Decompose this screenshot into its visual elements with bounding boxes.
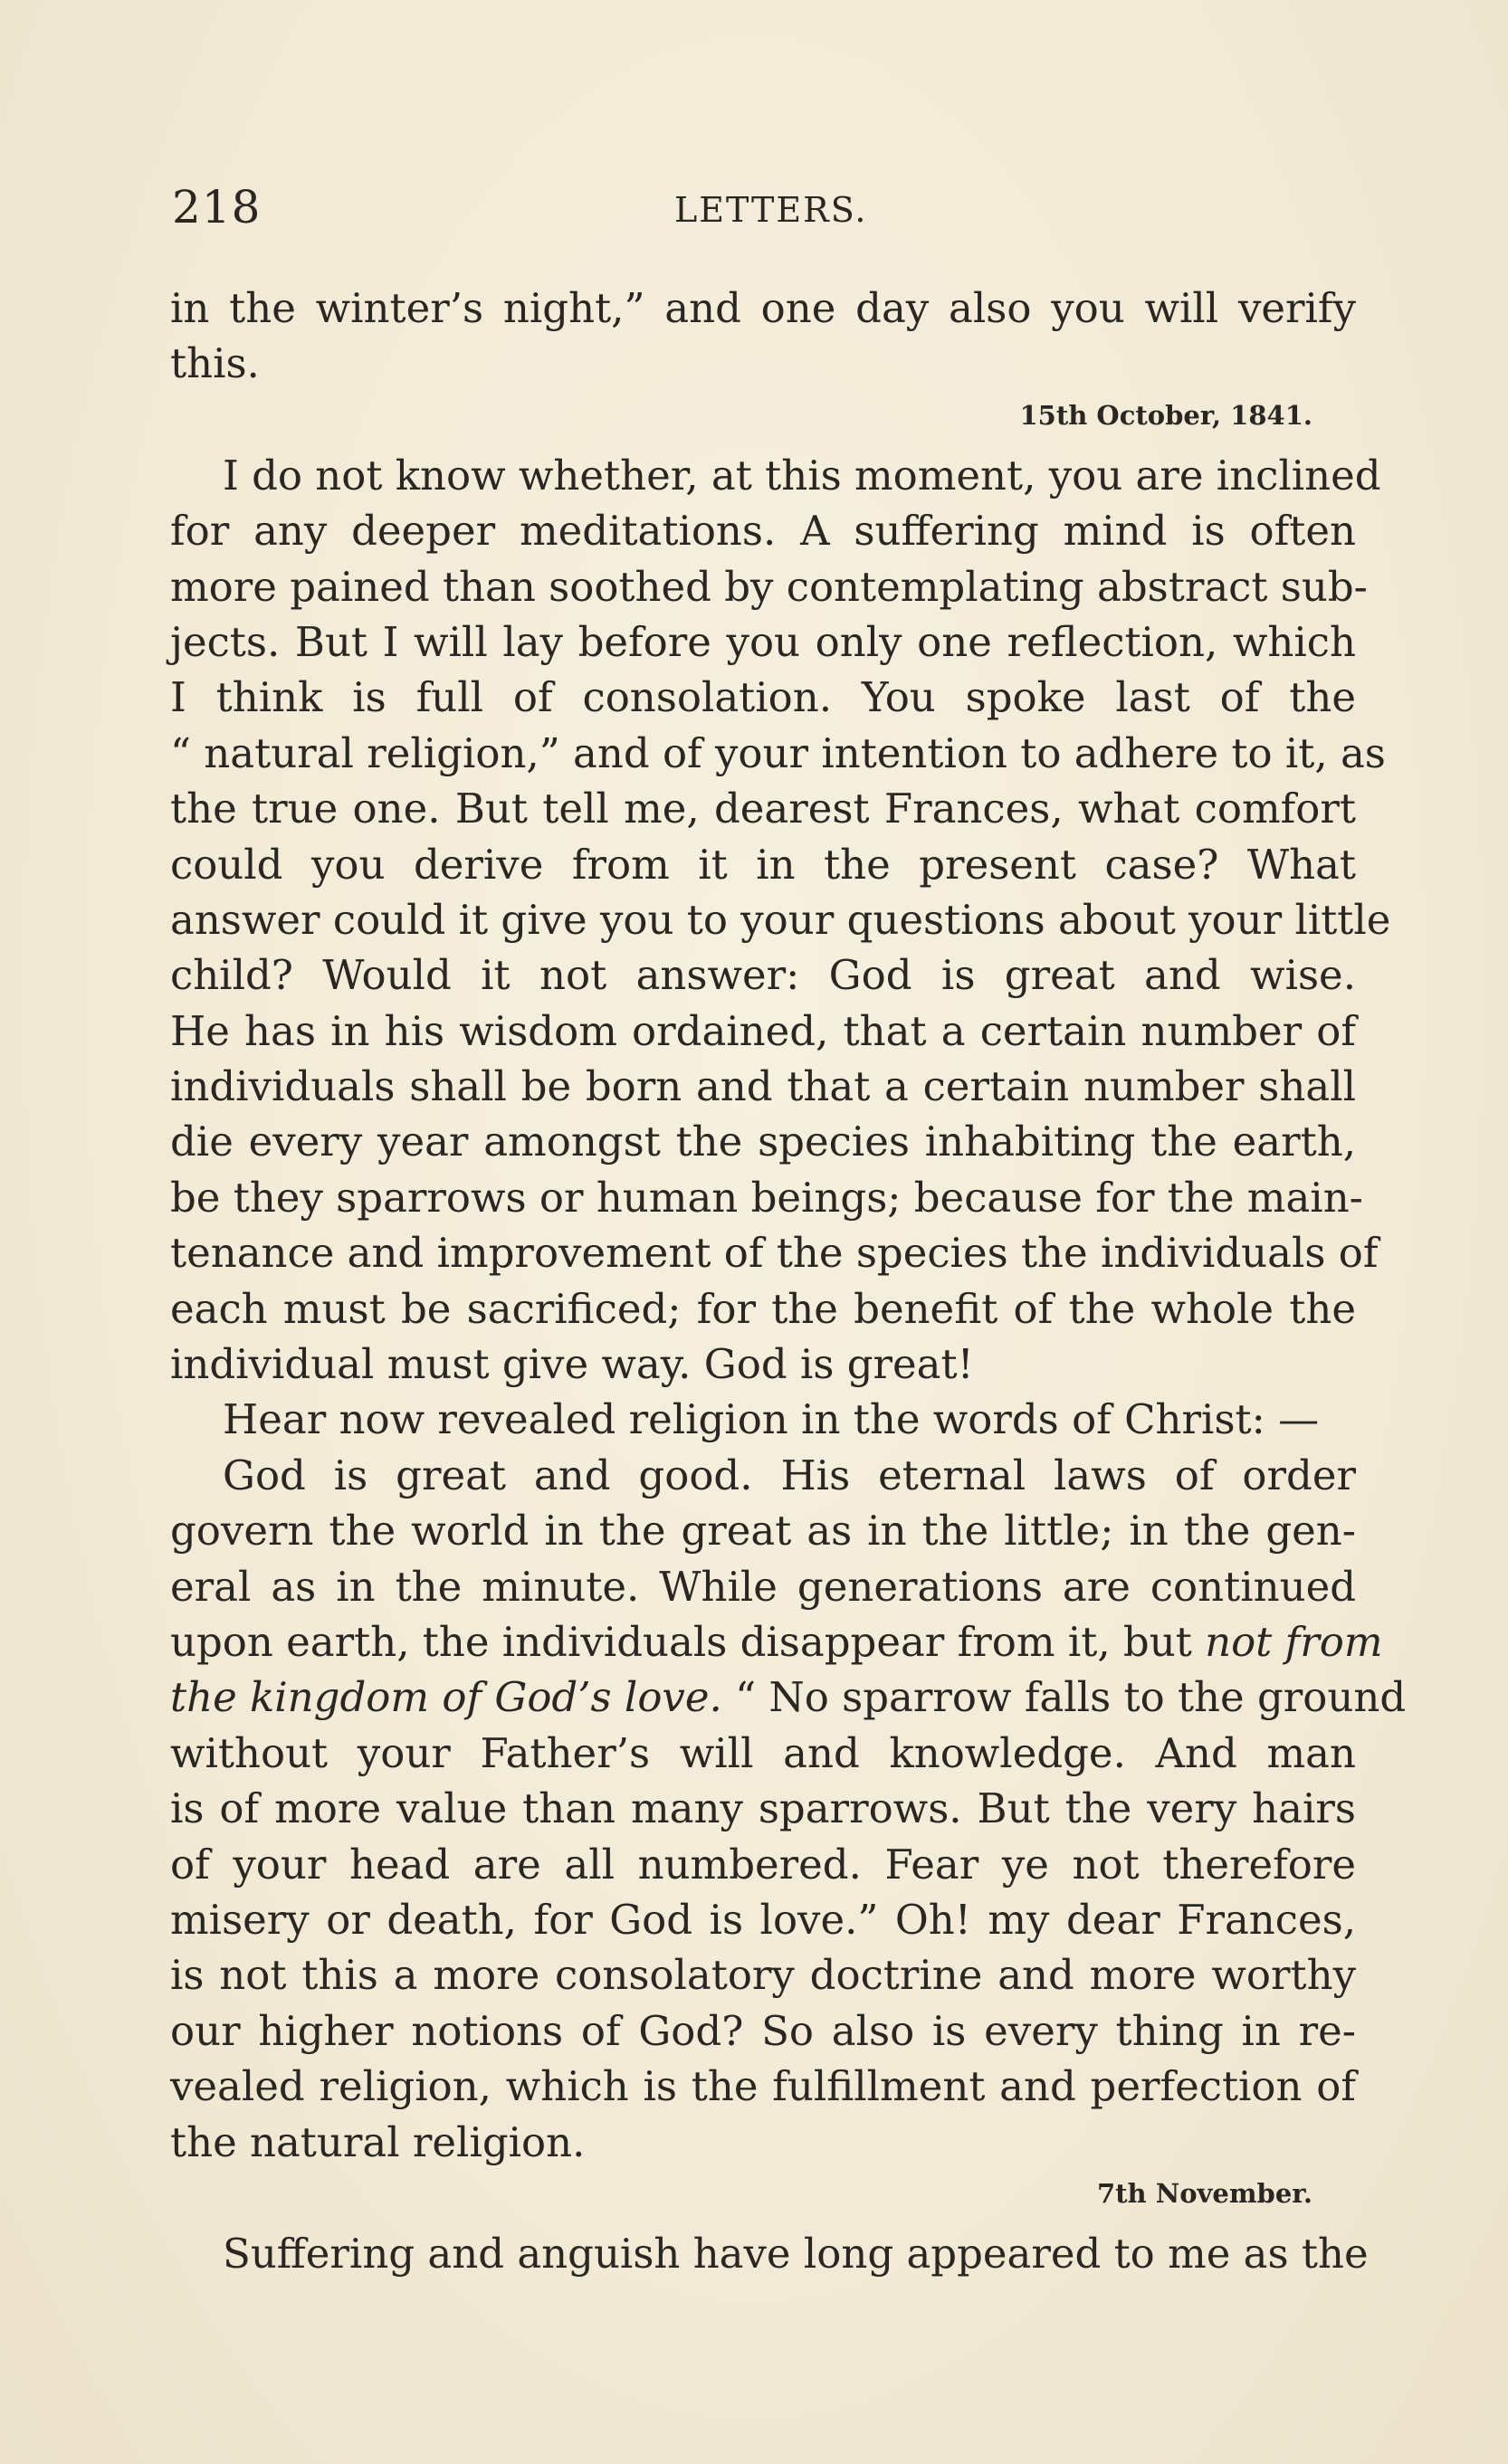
text-line: without your Father’s will and knowledge. And man [170,1728,1356,1777]
text-line: misery or death, for God is love.” Oh! my dear Frances, [170,1895,1356,1944]
text-line: I think is full of consolation. You spoke last of the [170,673,1356,722]
text-line: Hear now revealed religion in the words of Christ: — [223,1395,1320,1444]
text-line: individual must give way. God is great! [170,1340,974,1389]
text-line: govern the world in the great as in the little; in the gen- [170,1507,1356,1555]
text-line: in the winter’s night,” and one day also you will verify [170,284,1356,332]
text-line: could you derive from it in the present case? What [170,840,1356,889]
text-line: child? Would it not answer: God is great and wise. [170,951,1356,1000]
text-line: I do not know whether, at this moment, you are inclined [223,451,1381,499]
italic-text: not from [1205,1617,1383,1666]
text-line: die every year amongst the species inhabiting the earth, [170,1118,1356,1166]
italic-text: the kingdom of God’s love. [170,1673,722,1722]
text-fragment: “ No sparrow falls to the ground [721,1673,1407,1722]
text-line: more pained than soothed by contemplating abstract sub- [170,562,1368,611]
text-line: Suffering and anguish have long appeared to me as the [223,2229,1369,2278]
text-line: each must be sacrificed; for the benefit of the whole the [170,1284,1356,1333]
text-line: for any deeper meditations. A suffering mind is often [170,507,1356,556]
text-line: eral as in the minute. While generations are continued [170,1562,1356,1611]
text-line: tenance and improvement of the species the individuals of [170,1229,1379,1278]
text-line: the true one. But tell me, dearest Frances, what comfort [170,785,1356,833]
text-line: vealed religion, which is the fulfillment and perfection of [170,2062,1356,2111]
text-line [170,1614,1383,1670]
text-line: our higher notions of God? So also is every thing in re- [170,2006,1356,2055]
text-line: is of more value than many sparrows. But the very hairs [170,1784,1356,1833]
text-line: of your head are all numbered. Fear ye not therefore [170,1840,1356,1888]
text-line: be they sparrows or human beings; because for the main- [170,1173,1363,1222]
letter-date: 15th October, 1841. [1019,399,1312,431]
text-line: individuals shall be born and that a certain number shall [170,1062,1356,1111]
letter-date: 7th November. [1096,2177,1312,2209]
text-line: the natural religion. [170,2117,586,2166]
text-line: this. [170,339,260,388]
text-line: is not this a more consolatory doctrine and more worthy [170,1951,1356,2000]
text-line: “ natural religion,” and of your intention to adhere to it, as [170,728,1386,777]
page-header [172,181,1349,244]
body-text [170,281,1407,2281]
text-line [170,1670,1407,1725]
running-head: LETTERS. [674,190,868,230]
text-line: God is great and good. His eternal laws of order [223,1451,1356,1499]
text-fragment: upon earth, the individuals disappear from it, but [170,1617,1206,1666]
text-line: He has in his wisdom ordained, that a certain number of [170,1006,1356,1055]
text-line: answer could it give you to your questions about your little [170,895,1391,944]
page-number: 218 [172,181,262,233]
text-line: jects. But I will lay before you only one reflection, which [170,617,1356,666]
